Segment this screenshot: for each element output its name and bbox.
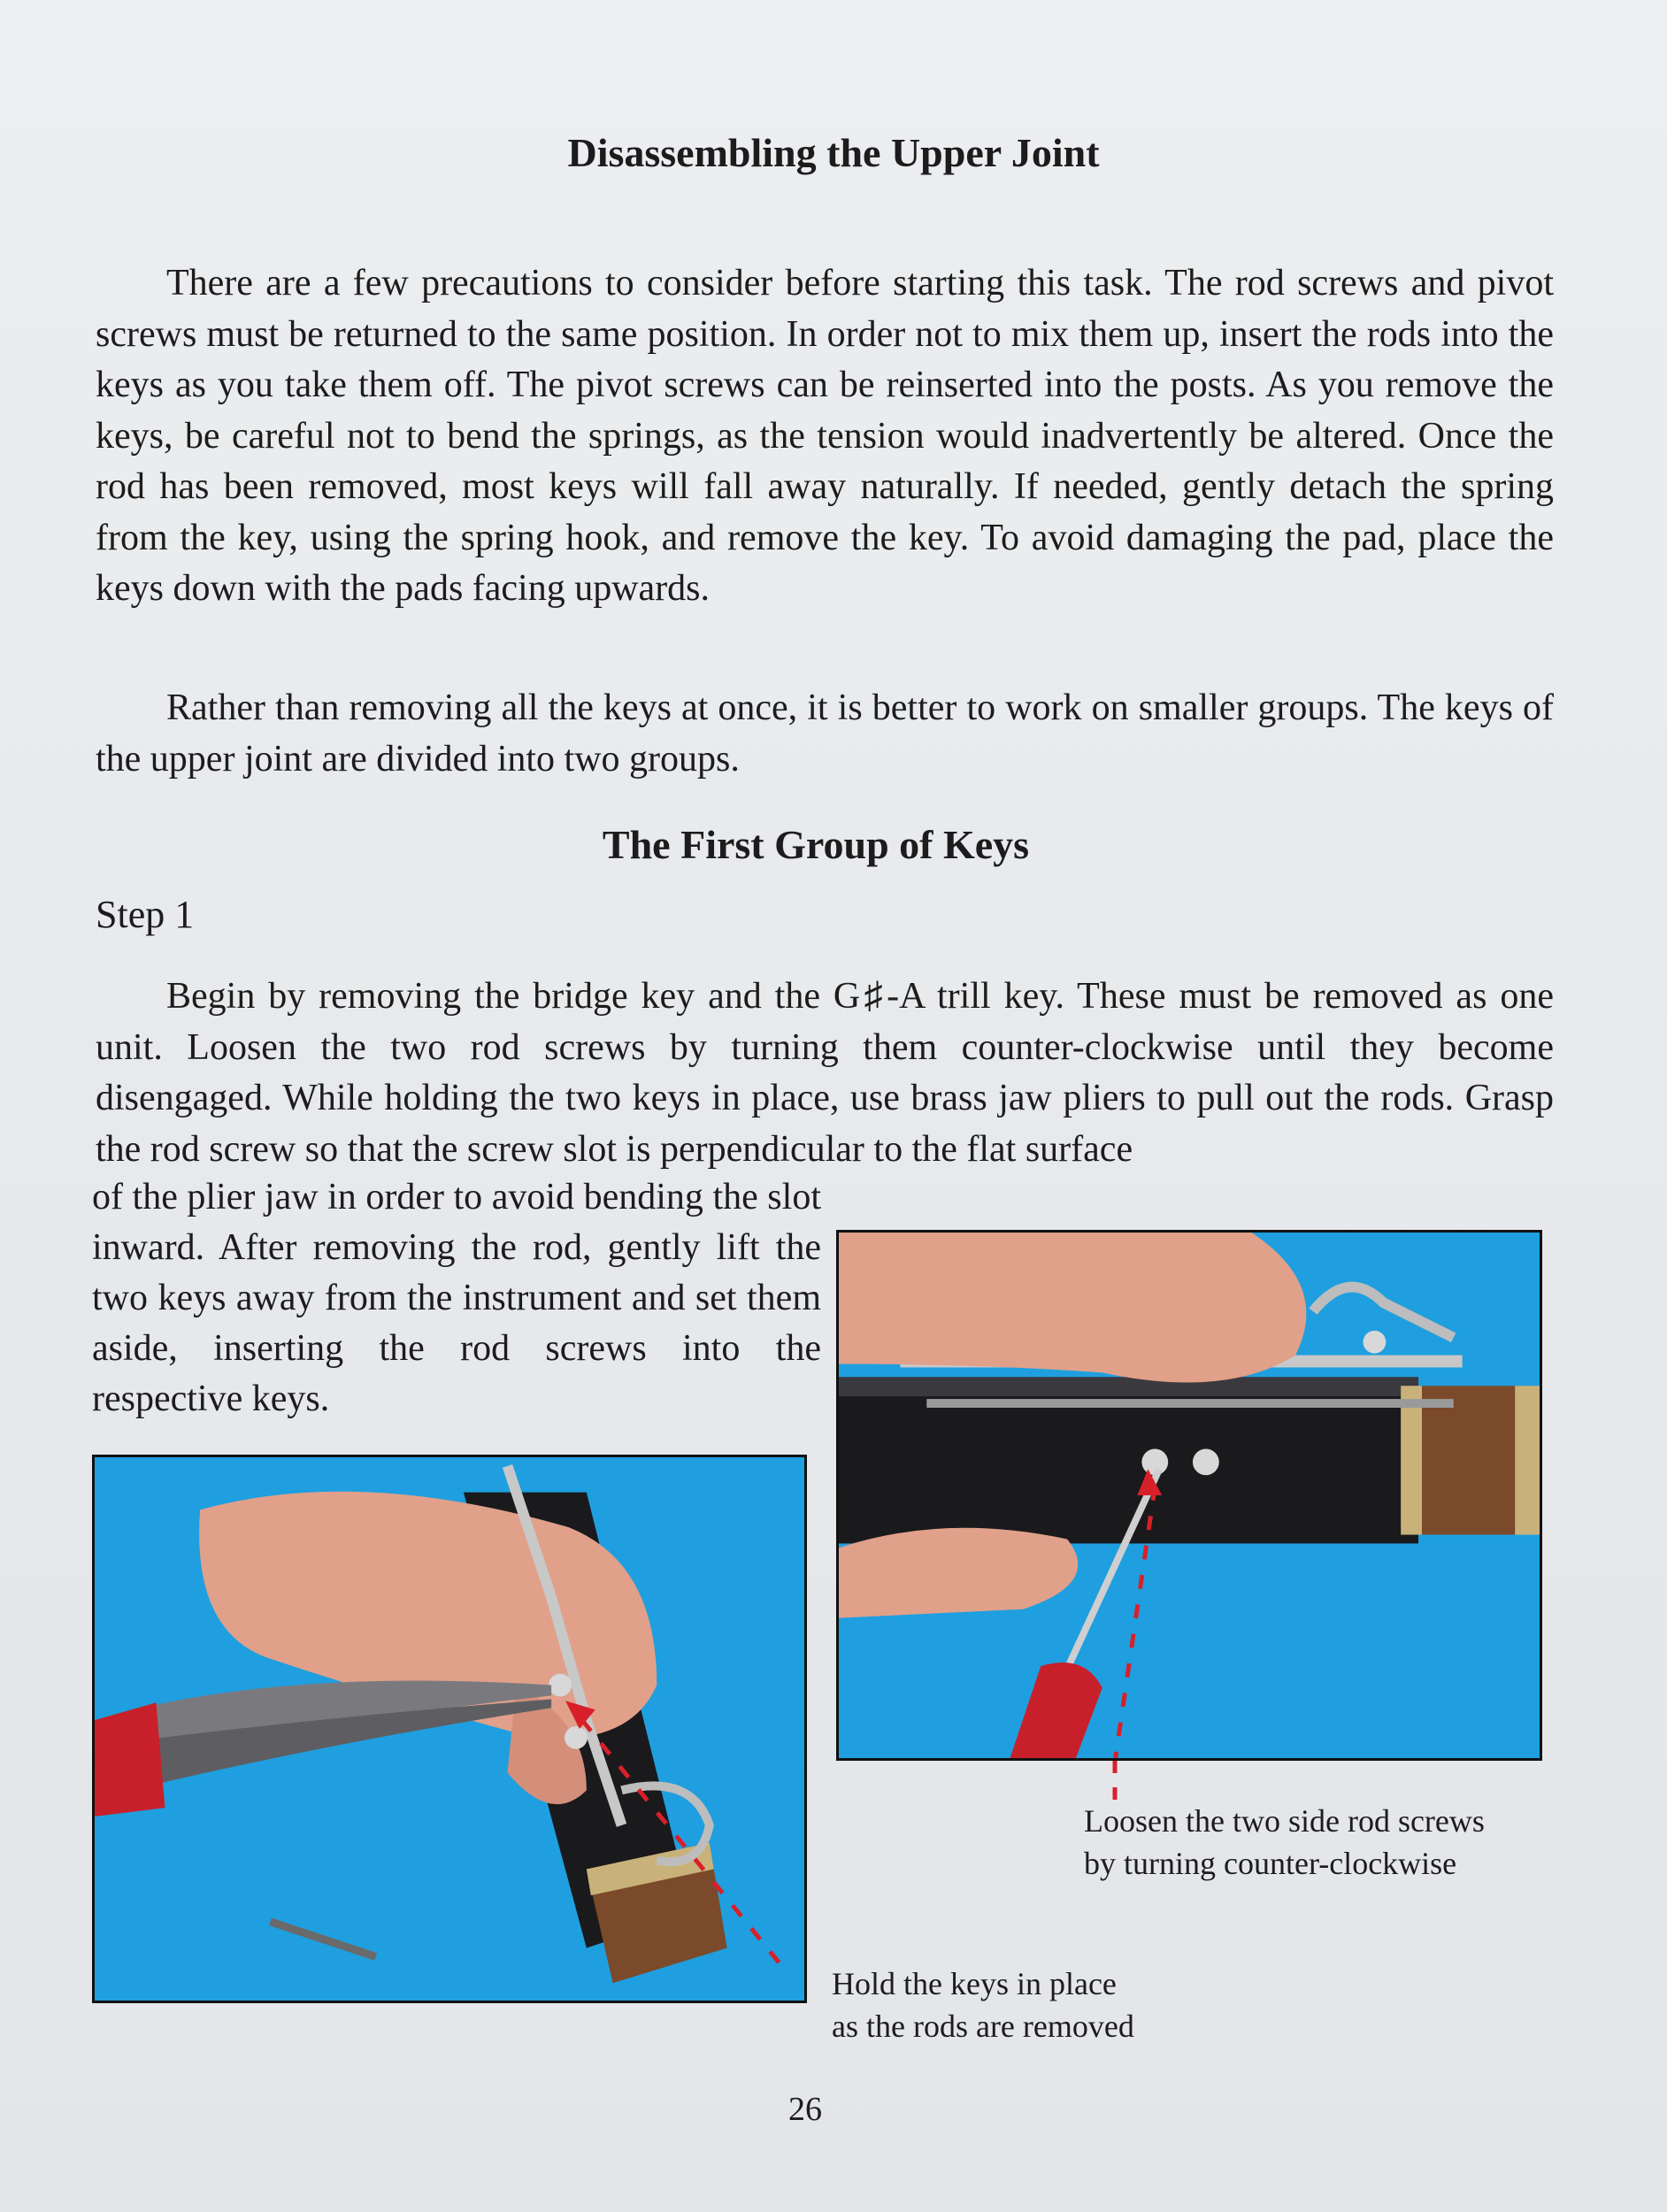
- second-paragraph: [96, 683, 1554, 785]
- page-heading: Disassembling the Upper Joint: [567, 130, 1100, 175]
- right-caption-line1: Loosen the two side rod screws: [1084, 1803, 1485, 1839]
- photo-hold-keys-illustration: [95, 1457, 804, 2001]
- left-caption-line2: as the rods are removed: [832, 2008, 1134, 2044]
- right-caption-line2: by turning counter-clockwise: [1084, 1846, 1457, 1881]
- page-number: 26: [788, 2091, 822, 2128]
- left-caption-line1: Hold the keys in place: [832, 1966, 1117, 2001]
- right-photo-caption: [1084, 1800, 1485, 1885]
- intro-paragraph: [96, 258, 1554, 615]
- right-photo-arrow-tail: [1106, 1761, 1124, 1805]
- intro-paragraph-text: There are a few precautions to consider before starting this task. The rod screws and pivot screws must be returned to the same position. In order not to mix them up, insert the rods into the keys as you take them off. The pivot screws can be reinserted into the posts. As you remove the keys, be careful not to bend the springs, as the tension would inadvertently be altered. Once the rod has been removed, most keys will fall away naturally. If needed, gently detach the spring from the key, using the spring hook, and remove the key. To avoid damaging the pad, place the keys down with the pads facing upwards.: [96, 263, 1554, 609]
- left-photo-caption: [832, 1962, 1134, 2047]
- step-paragraph-text: Begin by removing the bridge key and the G♯-A trill key. These must be removed as one unit. Loosen the two rod screws by turning them counter-clockwise until they become disengaged. While holding the two keys in place, use brass jaw pliers to pull out the rods. Grasp the rod screw so that the screw slot is perpendicular to the flat surface: [96, 976, 1554, 1170]
- photo-rod-screws-loosening: [836, 1230, 1542, 1761]
- step-paragraph: [96, 972, 1554, 1175]
- step-label: Step 1: [96, 893, 195, 936]
- subheading: The First Group of Keys: [602, 822, 1030, 867]
- step-paragraph-wrap: of the plier jaw in order to avoid bending the slot inward. After removing the rod, gently lift the two keys away from the instrument and set them aside, inserting the rod screws into the respective keys.: [92, 1177, 821, 1419]
- photo-rod-screws-illustration: [839, 1233, 1540, 1758]
- photo-hold-keys-pliers: [92, 1455, 807, 2003]
- second-paragraph-text: Rather than removing all the keys at once, it is better to work on smaller groups. The keys of the upper joint are divided into two groups.: [96, 687, 1554, 780]
